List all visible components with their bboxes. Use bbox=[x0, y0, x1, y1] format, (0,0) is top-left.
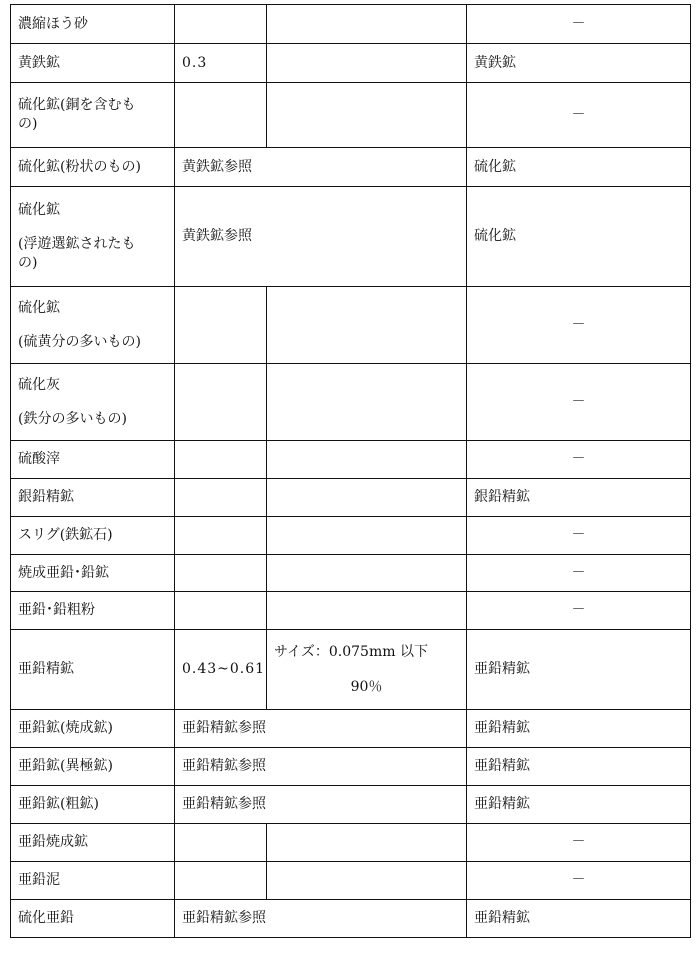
class-cell: 亜鉛精鉱 bbox=[467, 900, 691, 938]
table-row bbox=[11, 710, 691, 748]
table-row bbox=[11, 287, 691, 364]
value-cell bbox=[175, 555, 267, 592]
class-cell: － bbox=[467, 441, 691, 479]
reference-cell: 亜鉛精鉱参照 bbox=[175, 710, 467, 748]
table-row bbox=[11, 148, 691, 187]
table-row bbox=[11, 786, 691, 824]
cargo-name: 亜鉛焼成鉱 bbox=[11, 824, 175, 862]
value-cell bbox=[175, 592, 267, 630]
cargo-name: 亜鉛泥 bbox=[11, 862, 175, 900]
table-row bbox=[11, 824, 691, 862]
cargo-name: 硫化鉱(銅を含むも の) bbox=[11, 83, 175, 148]
cargo-name: 黄鉄鉱 bbox=[11, 44, 175, 83]
table-row bbox=[11, 555, 691, 592]
note-cell bbox=[267, 287, 467, 364]
note-cell bbox=[267, 83, 467, 148]
note-cell bbox=[267, 479, 467, 517]
class-cell: － bbox=[467, 83, 691, 148]
value-cell bbox=[175, 517, 267, 555]
class-cell: 銀鉛精鉱 bbox=[467, 479, 691, 517]
note-cell bbox=[267, 5, 467, 44]
value-cell: 0.43~0.61 bbox=[175, 630, 267, 710]
cargo-name: 硫化鉱 (浮遊選鉱されたも の) bbox=[11, 187, 175, 287]
class-cell: 亜鉛精鉱 bbox=[467, 710, 691, 748]
value-cell: 0.3 bbox=[175, 44, 267, 83]
class-cell: － bbox=[467, 555, 691, 592]
value-cell bbox=[175, 83, 267, 148]
note-cell: サイズ：0.075mm 以下 90％ bbox=[267, 630, 467, 710]
value-cell bbox=[175, 862, 267, 900]
cargo-name: 硫化亜鉛 bbox=[11, 900, 175, 938]
value-cell bbox=[175, 5, 267, 44]
note-cell bbox=[267, 555, 467, 592]
table-row bbox=[11, 5, 691, 44]
cargo-name: 焼成亜鉛･鉛鉱 bbox=[11, 555, 175, 592]
value-cell bbox=[175, 441, 267, 479]
class-cell: － bbox=[467, 287, 691, 364]
class-cell: － bbox=[467, 592, 691, 630]
class-cell: 亜鉛精鉱 bbox=[467, 748, 691, 786]
class-cell: 硫化鉱 bbox=[467, 148, 691, 187]
cargo-name: 硫化灰 (鉄分の多いもの) bbox=[11, 364, 175, 441]
table-row bbox=[11, 630, 691, 710]
class-cell: 亜鉛精鉱 bbox=[467, 630, 691, 710]
table-row bbox=[11, 83, 691, 148]
class-cell: 黄鉄鉱 bbox=[467, 44, 691, 83]
table-row bbox=[11, 479, 691, 517]
table-row bbox=[11, 900, 691, 938]
class-cell: － bbox=[467, 5, 691, 44]
value-cell bbox=[175, 287, 267, 364]
cargo-name: 亜鉛鉱(異極鉱) bbox=[11, 748, 175, 786]
note-cell bbox=[267, 364, 467, 441]
cargo-name: 硫化鉱(粉状のもの) bbox=[11, 148, 175, 187]
class-cell: － bbox=[467, 517, 691, 555]
reference-cell: 黄鉄鉱参照 bbox=[175, 148, 467, 187]
class-cell: － bbox=[467, 824, 691, 862]
note-cell bbox=[267, 517, 467, 555]
cargo-name: 亜鉛精鉱 bbox=[11, 630, 175, 710]
reference-cell: 亜鉛精鉱参照 bbox=[175, 900, 467, 938]
note-cell bbox=[267, 44, 467, 83]
note-cell bbox=[267, 592, 467, 630]
reference-cell: 黄鉄鉱参照 bbox=[175, 187, 467, 287]
note-cell bbox=[267, 862, 467, 900]
table-row bbox=[11, 517, 691, 555]
note-cell bbox=[267, 824, 467, 862]
reference-cell: 亜鉛精鉱参照 bbox=[175, 786, 467, 824]
cargo-name: 亜鉛鉱(粗鉱) bbox=[11, 786, 175, 824]
class-cell: － bbox=[467, 364, 691, 441]
cargo-name: 濃縮ほう砂 bbox=[11, 5, 175, 44]
table-row bbox=[11, 187, 691, 287]
cargo-table bbox=[10, 4, 691, 938]
cargo-name: 亜鉛鉱(焼成鉱) bbox=[11, 710, 175, 748]
value-cell bbox=[175, 479, 267, 517]
note-cell bbox=[267, 441, 467, 479]
reference-cell: 亜鉛精鉱参照 bbox=[175, 748, 467, 786]
value-cell bbox=[175, 364, 267, 441]
table-row bbox=[11, 862, 691, 900]
class-cell: － bbox=[467, 862, 691, 900]
table-row bbox=[11, 364, 691, 441]
table-row bbox=[11, 748, 691, 786]
table-row bbox=[11, 441, 691, 479]
table-row bbox=[11, 592, 691, 630]
value-cell bbox=[175, 824, 267, 862]
cargo-name: 硫化鉱 (硫黄分の多いもの) bbox=[11, 287, 175, 364]
class-cell: 亜鉛精鉱 bbox=[467, 786, 691, 824]
cargo-name: スリグ(鉄鉱石) bbox=[11, 517, 175, 555]
cargo-name: 銀鉛精鉱 bbox=[11, 479, 175, 517]
table-row bbox=[11, 44, 691, 83]
class-cell: 硫化鉱 bbox=[467, 187, 691, 287]
cargo-name: 亜鉛･鉛粗粉 bbox=[11, 592, 175, 630]
cargo-name: 硫酸滓 bbox=[11, 441, 175, 479]
